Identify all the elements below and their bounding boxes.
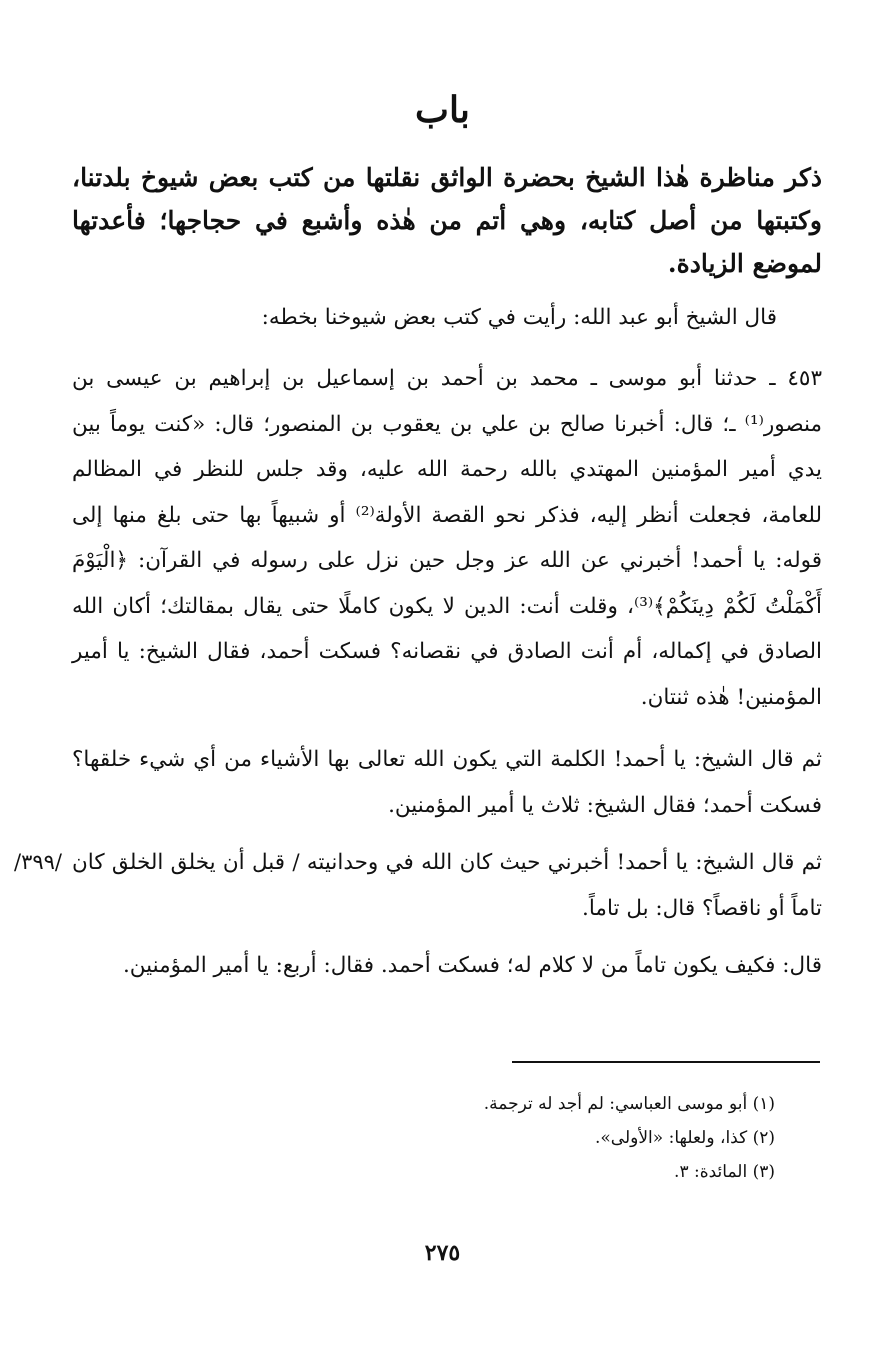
manuscript-folio-marker: /٣٩٩/ <box>14 850 62 874</box>
page-number: ٢٧٥ <box>424 1240 461 1266</box>
paragraph-453: ٤٥٣ ـ حدثنا أبو موسى ـ محمد بن أحمد بن إسماعيل بن إبراهيم بن عيسى بن منصور⁽¹⁾ ـ؛ قال: أخبرنا صالح بن علي بن يعقوب بن المنصور؛ قال: «كنت يوماً بين يدي أمير المؤمنين المهتدي بالله رحمة الله عليه، وقد جلس للنظر في المظالم للعامة، فجعلت أنظر إليه، فذكر نحو القصة الأولة⁽²⁾ أو شبيهاً بها حتى بلغ منها إلى قوله: يا أحمد! أخبرني عن الله عز وجل حين نزل على رسوله في القرآن: ﴿الْيَوْمَ أَكْمَلْتُ لَكُمْ دِينَكُمْ﴾⁽³⁾، وقلت أنت: الدين لا يكون كاملًا حتى يقال بمقالتك؛ أكان الله الصادق في إكماله، أم أنت الصادق في نقصانه؟ فسكت أحمد، فقال الشيخ: يا أمير المؤمنين! هٰذه ثنتان. <box>72 366 822 710</box>
paragraph-2: ثم قال الشيخ: يا أحمد! الكلمة التي يكون الله تعالى بها الأشياء من أي شيء خلقها؟ فسكت أحمد؛ فقال الشيخ: ثلاث يا أمير المؤمنين. <box>72 747 822 818</box>
paragraph-4: قال: فكيف يكون تاماً من لا كلام له؛ فسكت أحمد. فقال: أربع: يا أمير المؤمنين. <box>122 953 822 978</box>
paragraph-3: ثم قال الشيخ: يا أحمد! أخبرني حيث كان الله في وحدانيته / قبل أن يخلق الخلق كان تاماً أو ناقصاً؟ قال: بل تاماً. <box>72 850 822 921</box>
chapter-subheading: ذكر مناظرة هٰذا الشيخ بحضرة الواثق نقلتها من كتب بعض شيوخ بلدتنا، وكتبتها من أصل كتابه، وهي أتم من هٰذه وأشبع في حجاجها؛ فأعدتها لموضع الزيادة. <box>72 163 822 278</box>
footnotes <box>380 1087 775 1189</box>
footnote-3: (٣) المائدة: ٣. <box>674 1162 775 1182</box>
footnote-separator <box>512 1061 820 1063</box>
chapter-heading: باب <box>415 89 470 131</box>
intro-line: قال الشيخ أبو عبد الله: رأيت في كتب بعض شيوخنا بخطه: <box>261 305 777 330</box>
footnote-2: (٢) كذا، ولعلها: «الأولى». <box>595 1128 775 1148</box>
footnote-1: (١) أبو موسى العباسي: لم أجد له ترجمة. <box>483 1094 775 1114</box>
